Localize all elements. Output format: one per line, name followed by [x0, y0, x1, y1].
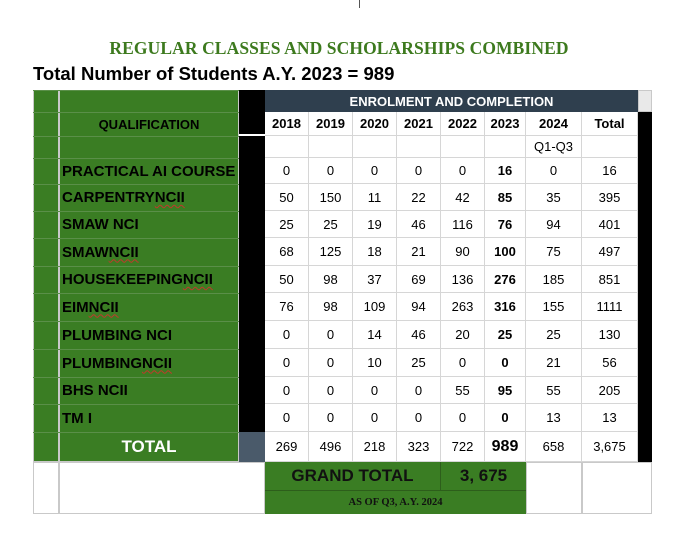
table-cell: 1111 [582, 293, 638, 321]
table-cell: 98 [309, 293, 353, 321]
column-header-2024: 2024 [526, 112, 582, 136]
sub-header-empty [309, 136, 353, 158]
total-cell: 496 [309, 432, 353, 462]
table-cell: 116 [441, 211, 485, 238]
empty-cell [59, 462, 265, 514]
grand-total-value: 3, 675 [441, 462, 526, 490]
table-cell: 25 [526, 321, 582, 349]
table-cell: 20 [441, 321, 485, 349]
row-label: CARPENTRY NCII [62, 189, 185, 206]
table-cell: 50 [265, 266, 309, 293]
table-cell: 0 [309, 377, 353, 404]
table-cell: 69 [397, 266, 441, 293]
table-cell: 13 [526, 404, 582, 432]
table-cell: 497 [582, 238, 638, 266]
table-cell: 0 [397, 158, 441, 184]
sub-header-empty [265, 136, 309, 158]
table-cell: 109 [353, 293, 397, 321]
separator-column [239, 136, 265, 432]
table-cell: 55 [526, 377, 582, 404]
table-cell: 35 [526, 184, 582, 211]
column-header-2020: 2020 [353, 112, 397, 136]
document-title: REGULAR CLASSES AND SCHOLARSHIPS COMBINED [109, 38, 569, 58]
table-cell: 0 [265, 321, 309, 349]
table-cell: 0 [309, 349, 353, 377]
table-cell: 25 [485, 321, 526, 349]
row-label: HOUSEKEEPING NCII [62, 271, 213, 288]
document-subtitle: Total Number of Students A.Y. 2023 = 989 [33, 63, 395, 84]
table-cell: 42 [441, 184, 485, 211]
grid-line [33, 136, 239, 137]
table-cell: 85 [485, 184, 526, 211]
table-cell: 130 [582, 321, 638, 349]
sub-header-empty [353, 136, 397, 158]
spellcheck-underline: NCII [182, 271, 213, 288]
table-cell: 136 [441, 266, 485, 293]
row-label: TM I [62, 409, 92, 427]
total-cell: 658 [526, 432, 582, 462]
sub-header-empty [441, 136, 485, 158]
table-cell: 0 [353, 377, 397, 404]
sub-header-empty [582, 136, 638, 158]
table-cell: 0 [397, 404, 441, 432]
table-cell: 0 [265, 349, 309, 377]
table-cell: 0 [265, 158, 309, 184]
grid-line [33, 90, 239, 91]
total-cell: 269 [265, 432, 309, 462]
table-cell: 25 [397, 349, 441, 377]
table-cell: 25 [309, 211, 353, 238]
total-cell: 323 [397, 432, 441, 462]
table-cell: 0 [485, 349, 526, 377]
table-cell: 94 [526, 211, 582, 238]
table-cell: 0 [265, 404, 309, 432]
table-cell: 0 [353, 404, 397, 432]
table-cell: 0 [309, 321, 353, 349]
row-label: PLUMBING NCII [62, 354, 172, 372]
table-cell: 75 [526, 238, 582, 266]
group-header-edge [638, 90, 652, 112]
table-cell: 10 [353, 349, 397, 377]
table-cell: 185 [526, 266, 582, 293]
separator-column-top [239, 90, 265, 134]
table-cell: 401 [582, 211, 638, 238]
table-cell: 55 [441, 377, 485, 404]
row-label: SMAW NCI [62, 216, 139, 233]
table-cell: 11 [353, 184, 397, 211]
table-cell: 18 [353, 238, 397, 266]
qualification-header: QUALIFICATION [98, 116, 200, 132]
table-cell: 0 [526, 158, 582, 184]
table-cell: 100 [485, 238, 526, 266]
table-cell: 13 [582, 404, 638, 432]
spellcheck-underline: NCII [154, 189, 185, 206]
row-label: PLUMBING NCI [62, 326, 172, 344]
table-cell: 0 [397, 377, 441, 404]
table-cell: 316 [485, 293, 526, 321]
table-cell: 98 [309, 266, 353, 293]
sub-header-q1-q3: Q1-Q3 [526, 136, 582, 158]
table-cell: 16 [582, 158, 638, 184]
total-cell: 218 [353, 432, 397, 462]
table-cell: 150 [309, 184, 353, 211]
table-cell: 205 [582, 377, 638, 404]
grand-total-label: GRAND TOTAL [265, 462, 441, 490]
column-header-2019: 2019 [309, 112, 353, 136]
spellcheck-underline: NCII [88, 298, 119, 316]
table-cell: 21 [397, 238, 441, 266]
row-label: EIM NCII [62, 298, 119, 316]
total-cell: 989 [485, 432, 526, 462]
table-cell: 395 [582, 184, 638, 211]
table-cell: 68 [265, 238, 309, 266]
table-cell: 94 [397, 293, 441, 321]
table-cell: 276 [485, 266, 526, 293]
empty-cell [526, 462, 582, 514]
table-cell: 50 [265, 184, 309, 211]
table-cell: 0 [309, 404, 353, 432]
column-header-2023: 2023 [485, 112, 526, 136]
table-cell: 95 [485, 377, 526, 404]
row-header-strip [33, 90, 59, 462]
top-marker [359, 0, 360, 8]
total-label: TOTAL [121, 437, 177, 456]
empty-cell [582, 462, 652, 514]
table-cell: 90 [441, 238, 485, 266]
total-cell: 722 [441, 432, 485, 462]
table-cell: 0 [485, 404, 526, 432]
right-border-column [638, 112, 652, 462]
spellcheck-underline: NCII [142, 354, 172, 372]
table-cell: 37 [353, 266, 397, 293]
table-cell: 0 [309, 158, 353, 184]
table-cell: 16 [485, 158, 526, 184]
table-cell: 263 [441, 293, 485, 321]
spellcheck-underline: NCII [108, 243, 139, 261]
table-cell: 155 [526, 293, 582, 321]
table-cell: 14 [353, 321, 397, 349]
separator-total [239, 432, 265, 462]
table-cell: 0 [441, 404, 485, 432]
column-header-2021: 2021 [397, 112, 441, 136]
table-cell: 0 [353, 158, 397, 184]
table-cell: 0 [265, 377, 309, 404]
column-header-2018: 2018 [265, 112, 309, 136]
table-cell: 56 [582, 349, 638, 377]
table-cell: 0 [441, 158, 485, 184]
table-cell: 22 [397, 184, 441, 211]
table-cell: 76 [265, 293, 309, 321]
group-header: ENROLMENT AND COMPLETION [265, 90, 638, 112]
empty-cell [33, 462, 59, 514]
table-cell: 125 [309, 238, 353, 266]
table-cell: 46 [397, 321, 441, 349]
sub-header-empty [485, 136, 526, 158]
table-cell: 21 [526, 349, 582, 377]
table-cell: 851 [582, 266, 638, 293]
table-cell: 46 [397, 211, 441, 238]
table-cell: 19 [353, 211, 397, 238]
row-label: SMAW NCII [62, 243, 139, 261]
column-header-total: Total [582, 112, 638, 136]
sub-header-empty [397, 136, 441, 158]
column-header-2022: 2022 [441, 112, 485, 136]
table-cell: 25 [265, 211, 309, 238]
row-label: PRACTICAL AI COURSE [62, 162, 236, 180]
table-cell: 0 [441, 349, 485, 377]
total-cell: 3,675 [582, 432, 638, 462]
table-cell: 76 [485, 211, 526, 238]
as-of-note: AS OF Q3, A.Y. 2024 [265, 490, 526, 514]
row-label: BHS NCII [62, 382, 128, 399]
